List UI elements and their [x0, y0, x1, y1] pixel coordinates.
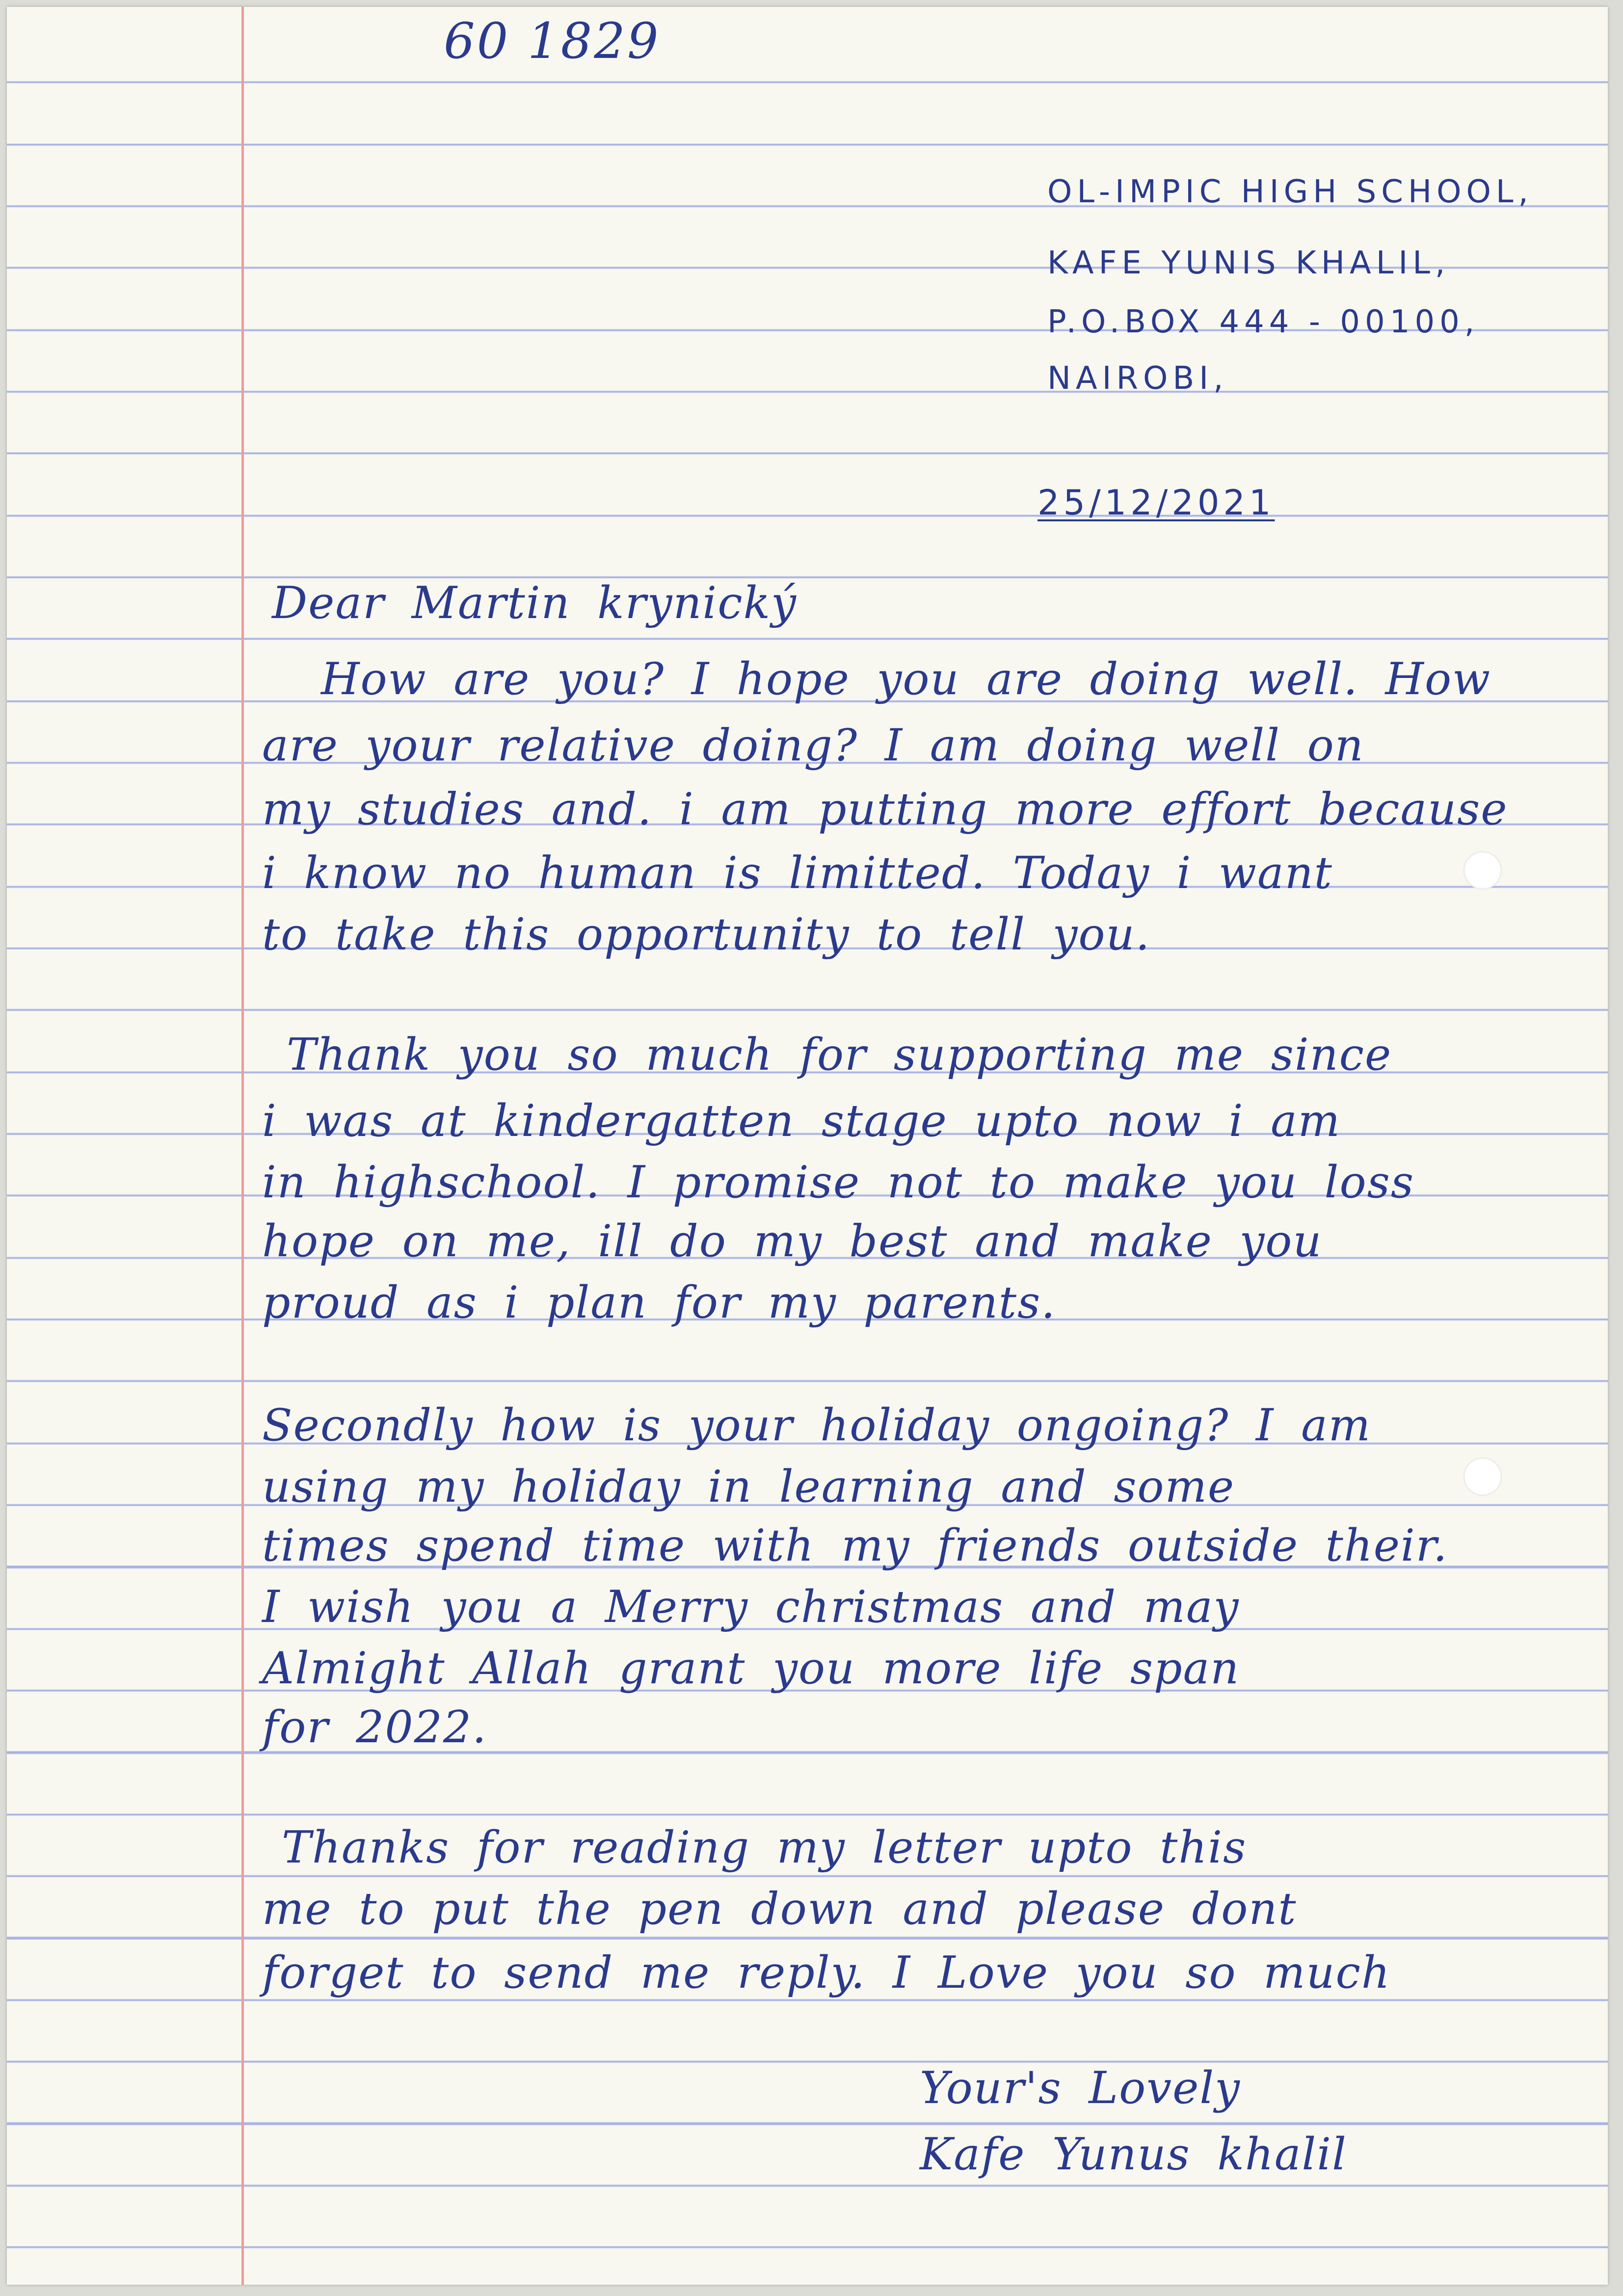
letter-page — [7, 7, 1608, 2285]
address-line-4: NAIROBI, — [1047, 360, 1228, 397]
signature: Kafe Yunus khalil — [920, 2129, 1347, 2180]
letter-date: 25/12/2021 — [1038, 483, 1275, 523]
paragraph-4-line-1: Thanks for reading my letter upto this — [282, 1822, 1247, 1873]
paragraph-1-line-5: to take this opportunity to tell you. — [262, 909, 1151, 960]
paragraph-3-line-3: times spend time with my friends outside their. — [262, 1520, 1448, 1571]
paragraph-2-line-4: hope on me, ill do my best and make you — [262, 1216, 1323, 1267]
paragraph-2-line-5: proud as i plan for my parents. — [262, 1277, 1056, 1328]
paragraph-3-line-6: for 2022. — [262, 1702, 487, 1753]
punch-hole-upper — [1463, 851, 1502, 890]
paragraph-3-line-5: Almight Allah grant you more life span — [262, 1643, 1240, 1694]
paragraph-2-line-2: i was at kindergatten stage upto now i am — [262, 1095, 1341, 1147]
address-line-2: KAFE YUNIS KHALIL, — [1047, 245, 1450, 281]
reference-number: 60 1829 — [444, 12, 661, 70]
closing: Your's Lovely — [920, 2062, 1241, 2114]
address-line-1: OL-IMPIC HIGH SCHOOL, — [1047, 174, 1533, 210]
paragraph-1-line-2: are your relative doing? I am doing well on — [262, 720, 1364, 771]
punch-hole-lower — [1463, 1458, 1502, 1496]
margin-line — [241, 7, 244, 2285]
paragraph-2-line-1: Thank you so much for supporting me since — [287, 1029, 1392, 1080]
paragraph-3-line-2: using my holiday in learning and some — [262, 1461, 1235, 1513]
paragraph-4-line-2: me to put the pen down and please dont — [262, 1883, 1297, 1935]
paragraph-4-line-3: forget to send me reply. I Love you so much — [262, 1947, 1391, 1999]
paragraph-1-line-4: i know no human is limitted. Today i want — [262, 847, 1333, 899]
salutation: Dear Martin krynický — [272, 577, 798, 629]
paragraph-3-line-4: I wish you a Merry christmas and may — [262, 1581, 1240, 1633]
paragraph-1-line-1: How are you? I hope you are doing well. How — [321, 653, 1491, 705]
paragraph-1-line-3: my studies and. i am putting more effort because — [262, 783, 1508, 835]
address-line-3: P.O.BOX 444 - 00100, — [1047, 304, 1480, 340]
paragraph-2-line-3: in highschool. I promise not to make you loss — [262, 1157, 1415, 1208]
paragraph-3-line-1: Secondly how is your holiday ongoing? I am — [262, 1400, 1372, 1451]
